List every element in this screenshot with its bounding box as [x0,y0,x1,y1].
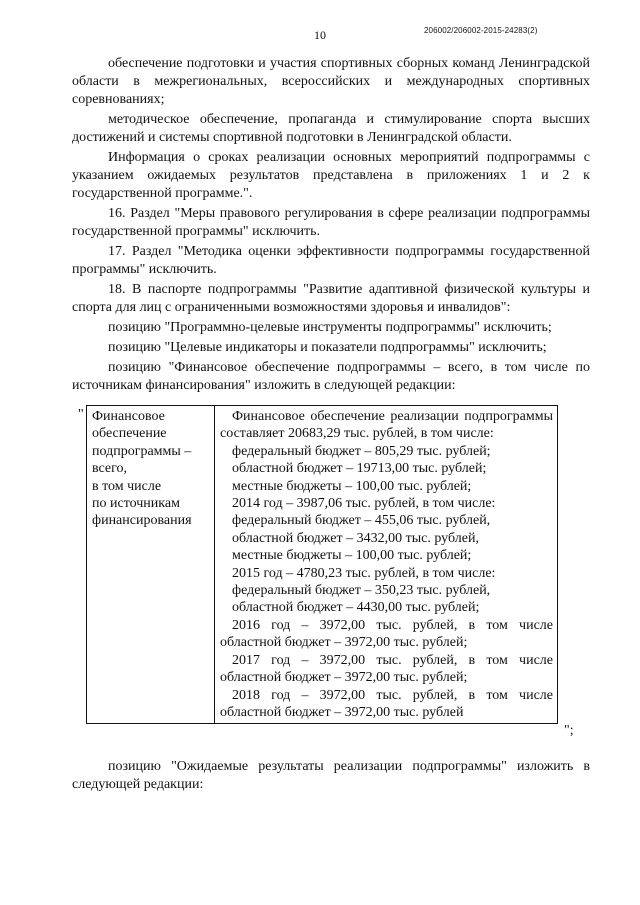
year-2015-total: 2015 год – 4780,23 тыс. рублей, в том числе: [232,565,496,581]
document-body-continued [72,758,590,794]
year-2014-local: местные бюджеты – 100,00 тыс. рублей; [232,548,472,564]
table-value-cell [215,406,558,724]
paragraph: позицию "Целевые индикаторы и показатели подпрограммы" исключить; [108,340,547,355]
label-line: всего, [92,461,128,477]
paragraph: обеспечение подготовки и участия спортивных сборных команд Ленинградской области в межрегиональных, всероссийских и международных спортивных соревнованиях; [72,56,590,107]
year-2015-regional: областной бюджет – 4430,00 тыс. рублей; [232,600,480,616]
financing-intro: Финансовое обеспечение реализации подпрограммы составляет 20683,29 тыс. рублей, в том числе: [220,409,553,442]
year-2017-total: 2017 год – 3972,00 тыс. рублей, в том числе [232,652,553,668]
label-line: Финансовое [92,409,165,424]
label-line: в том числе [92,478,162,494]
document-body [72,55,590,395]
paragraph: 16. Раздел "Меры правового регулирования в сфере реализации подпрограммы государственной программы" исключить. [72,206,590,239]
table-row [87,406,558,724]
paragraph: позицию "Ожидаемые результаты реализации подпрограммы" изложить в следующей редакции: [72,759,590,792]
year-2014-regional: областной бюджет – 3432,00 тыс. рублей, [232,530,479,546]
year-2017-regional: областной бюджет – 3972,00 тыс. рублей; [220,670,468,686]
paragraph: 18. В паспорте подпрограммы "Развитие адаптивной физической культуры и спорта для лиц с ограниченными возможностями здоровья и инвалидов": [72,282,590,315]
year-2014-federal: федеральный бюджет – 455,06 тыс. рублей, [232,513,491,529]
total-federal: федеральный бюджет – 805,29 тыс. рублей; [232,443,491,459]
financing-table [86,405,558,724]
paragraph: позицию "Финансовое обеспечение подпрограммы – всего, в том числе по источникам финансирования" изложить в следующей редакции: [72,360,590,393]
closing-quote: "; [564,723,574,738]
year-2015-federal: федеральный бюджет – 350,23 тыс. рублей, [232,583,491,599]
year-2018-regional: областной бюджет – 3972,00 тыс. рублей [220,704,464,720]
opening-quote: " [78,407,84,422]
table-label-cell [87,406,215,724]
label-line: подпрограммы – [92,443,192,459]
year-2016-regional: областной бюджет – 3972,00 тыс. рублей; [220,635,468,651]
total-local: местные бюджеты – 100,00 тыс. рублей; [232,478,472,494]
total-regional: областной бюджет – 19713,00 тыс. рублей; [232,461,487,477]
paragraph: 17. Раздел "Методика оценки эффективности подпрограммы государственной программы" исключить. [72,244,590,277]
document-id: 206002/206002-2015-24283(2) [424,26,538,35]
page-number: 10 [314,28,326,42]
financing-table-block [72,405,592,742]
label-line: обеспечение [92,426,167,442]
year-2014-total: 2014 год – 3987,06 тыс. рублей, в том числе: [232,496,496,512]
year-2018-total: 2018 год – 3972,00 тыс. рублей, в том числе [232,687,553,703]
paragraph: методическое обеспечение, пропаганда и стимулирование спорта высших достижений и системы спортивной подготовки в Ленинградской области. [72,112,590,145]
paragraph: Информация о сроках реализации основных мероприятий подпрограммы с указанием ожидаемых результатов представлена в приложениях 1 и 2 к государственной программе.". [72,150,590,201]
label-line: по источникам [92,496,180,512]
year-2016-total: 2016 год – 3972,00 тыс. рублей, в том числе [232,617,553,633]
label-line: финансирования [92,513,192,529]
paragraph: позицию "Программно-целевые инструменты подпрограммы" исключить; [108,320,552,335]
